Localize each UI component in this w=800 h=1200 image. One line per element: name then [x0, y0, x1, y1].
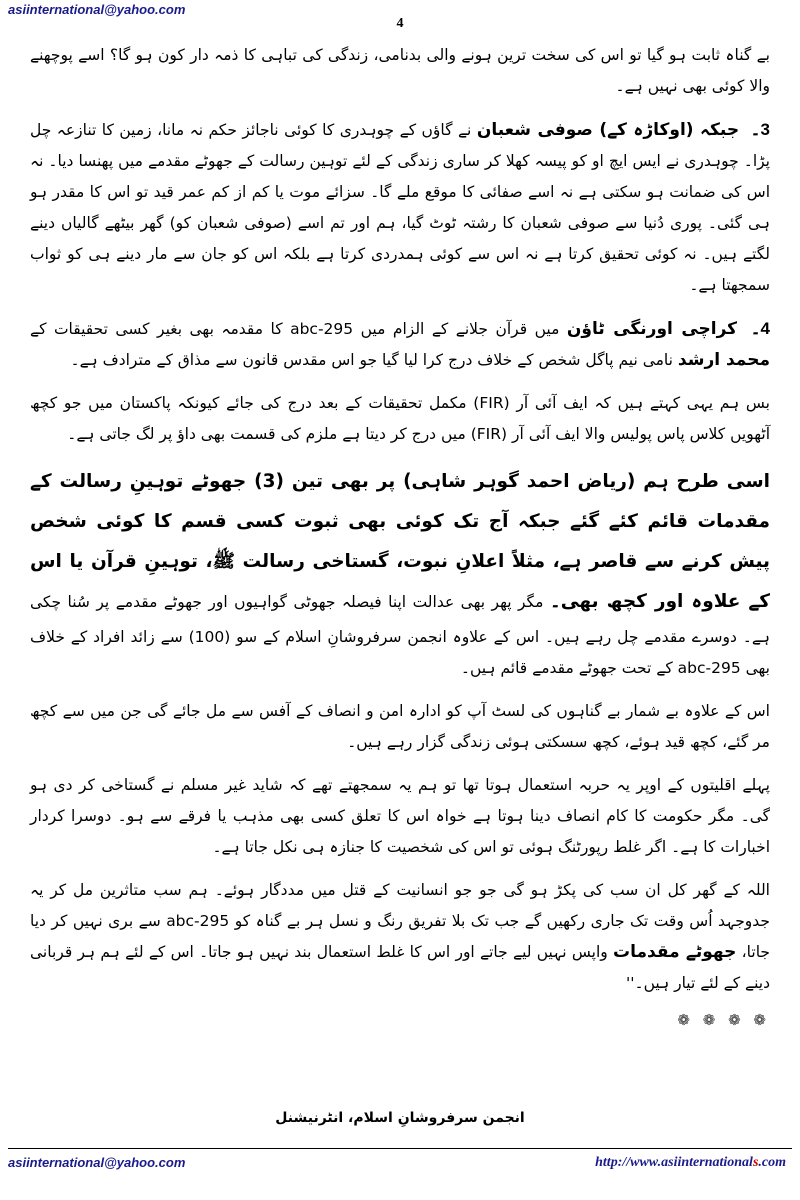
paragraph-closing: [30, 875, 770, 999]
paragraph-case-3: [30, 114, 770, 301]
footer-divider: [8, 1148, 792, 1149]
closing-text-a: اللہ کے گھر کل ان سب کی پکڑ ہو گی جو جو انسانیت کے قتل میں مددگار ہوئے۔ ہم سب متاثرین مل کر یہ جدوجہد اُس وقت تک جاری رکھیں گے جب تک بلا تفریق رنگ و نسل ہر بے گناہ کو 295-abc سے بری نہیں کر دیا جاتا،: [30, 881, 770, 961]
case-3-number: 3۔: [750, 120, 770, 139]
header-email[interactable]: asiinternational@yahoo.com: [8, 2, 186, 17]
case-4-name: محمد ارشد: [677, 350, 770, 370]
paragraph-case-4: [30, 313, 770, 376]
paragraph-fir: بس ہم یہی کہتے ہیں کہ ایف آئی آر (FIR) مکمل تحقیقات کے بعد درج کی جائے کیونکہ پاکستان میں جو کچھ آٹھویں کلاس پاس پولیس والا ایف آئی آر (FIR) میں درج کر دیتا ہے ملزم کی قسمت بھی داؤ پر لگ جاتی ہے۔: [30, 394, 770, 443]
paragraph-gohar-shahi: [30, 462, 770, 684]
case-3-title: جبکہ (اوکاڑہ کے) صوفی شعبان: [476, 120, 740, 140]
closing-text-b: واپس نہیں لیے جاتے اور اس کا غلط استعمال بند نہیں ہو جاتا۔ اس کے لئے ہم ہر قربانی دینے کے لئے تیار ہیں۔'': [30, 943, 770, 992]
page-number: 4: [396, 16, 404, 31]
footer-url-red: s: [752, 1155, 759, 1170]
paragraph-innocents-list: اس کے علاوہ بے شمار بے گناہوں کی لسٹ آپ کو ادارہ امن و انصاف کے آفس سے مل جائے گی جن میں سے کچھ مر گئے، کچھ قید ہوئے، کچھ سسکتی ہوئی زندگی گزار رہے ہیں۔: [30, 702, 770, 751]
case-4-text-b: نامی نیم پاگل شخص کے خلاف درج کرا لیا گیا جو اس مقدس قانون سے مذاق کے مترادف ہے۔: [70, 351, 673, 369]
ornament-flowers: ❁ ❁ ❁ ❁: [677, 1011, 770, 1029]
gohar-shahi-bold-text: اسی طرح ہم (ریاض احمد گوہر شاہی) پر بھی تین (3) جھوٹے توہینِ رسالت کے مقدمات قائم کئے گئے جبکہ آج تک کوئی بھی ثبوت کسی قسم کا کوئی شخص پیش کرنے سے قاصر ہے، مثلاً اعلانِ نبوت، گستاخی رسالت ﷺ، توہینِ قرآن یا اس کے علاوہ اور کچھ بھی۔: [30, 471, 770, 612]
gohar-shahi-rest-text: مگر پھر بھی عدالت اپنا فیصلہ جھوٹی گواہیوں اور جھوٹے مقدمے پر سُنا چکی ہے۔ دوسرے مقدمے چل رہے ہیں۔ اس کے علاوہ انجمن سرفروشانِ اسلام کے سو (100) سے زائد افراد کے خلاف بھی 295-abc کے تحت جھوٹے مقدمے قائم ہیں۔: [30, 593, 770, 677]
footer-url-suffix: .com: [758, 1155, 786, 1170]
closing-bold: جھوٹے مقدمات: [613, 942, 737, 962]
footer-url-prefix: http://www.asiinternational: [595, 1155, 753, 1170]
case-4-number: 4۔: [750, 319, 770, 338]
case-4-text-a: میں قرآن جلانے کے الزام میں 295-abc کا مقدمہ بھی بغیر کسی تحقیقات کے: [30, 320, 560, 338]
footer-website-link[interactable]: [595, 1155, 786, 1171]
organization-signature: انجمن سرفروشانِ اسلام، انٹرنیشنل: [275, 1110, 525, 1126]
paragraph-1: بے گناہ ثابت ہو گیا تو اس کی سخت ترین ہونے والی بدنامی، زندگی کی تباہی کا ذمہ دار کون ہو گا؟ اسے پوچھنے والا کوئی بھی نہیں ہے۔: [30, 46, 770, 95]
paragraph-minorities: پہلے اقلیتوں کے اوپر یہ حربہ استعمال ہوتا تھا تو ہم یہ سمجھتے تھے کہ شاید غیر مسلم نے گستاخی کر دی ہو گی۔ مگر حکومت کا کام انصاف دینا ہوتا ہے خواہ اس کا تعلق کسی بھی مذہب یا فرقے سے ہو۔ دوسرا کردار اخبارات کا ہے۔ اگر غلط رپورٹنگ ہوئی تو اس کی شخصیت کا جنازہ ہی نکل جاتا ہے۔: [30, 776, 770, 856]
footer-email[interactable]: asiinternational@yahoo.com: [8, 1155, 186, 1170]
article-body: [30, 40, 770, 1029]
case-4-title: کراچی اورنگی ٹاؤن: [566, 319, 738, 339]
case-3-text: نے گاؤں کے چوہدری کا کوئی ناجائز حکم نہ مانا، زمین کا تنازعہ چل پڑا۔ چوہدری نے ایس ایچ او کو پیسہ کھلا کر ساری زندگی کے لئے توہین رسالت کے جھوٹے مقدمے میں پھنسا دیا۔ نہ اس کی ضمانت ہو سکتی ہے نہ اسے صفائی کا موقع ملے گا۔ سزائے موت یا کم از کم عمر قید تو اس کا مقدر ہو ہی گئی۔ پوری دُنیا سے صوفی شعبان کا رشتہ ٹوٹ گیا، ہم اور تم اسے (صوفی شعبان کو) گھر بیٹھے گالیاں دینے لگتے ہیں۔ نہ کوئی تحقیق کرتا ہے نہ اس سے کوئی ہمدردی کرتا ہے بلکہ اس کو جان سے مار دینے ہی کو ثواب سمجھتا ہے۔: [30, 121, 770, 294]
